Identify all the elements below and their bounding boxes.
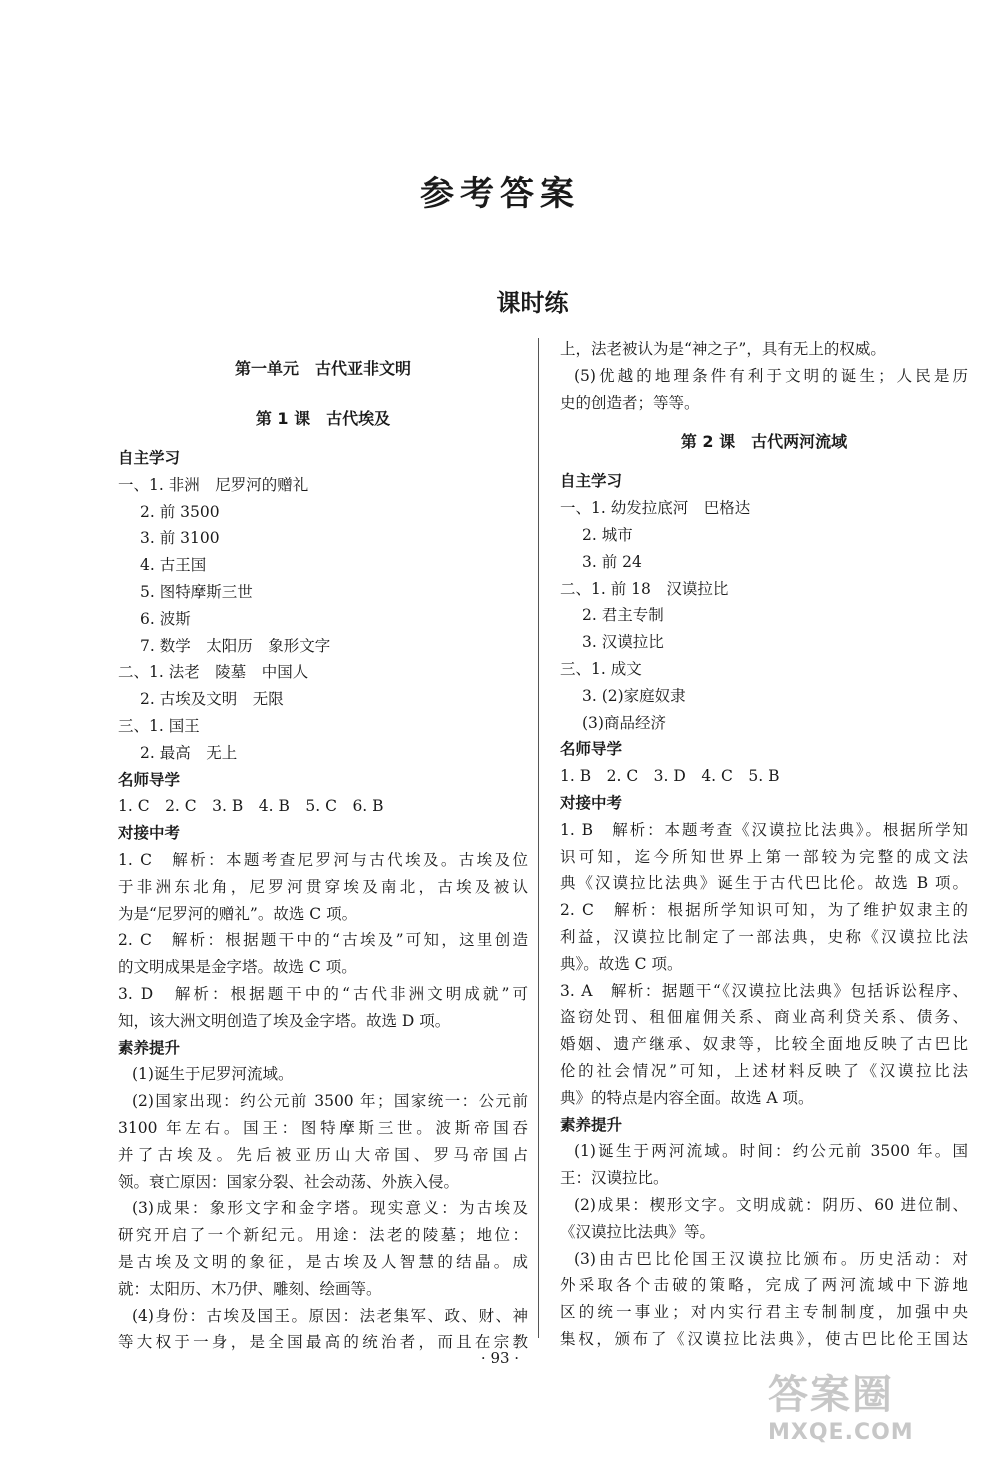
answer-line: 3. A 解析：据题干“《汉谟拉比法典》包括诉讼程序、 [560,981,968,1000]
answer-line: 典》的特点是内容全面。故选 A 项。 [560,1088,814,1107]
answer-line: 伦的社会情况”可知，上述材料反映了《汉谟拉比法 [560,1061,968,1080]
answer-line: 7. 数学 太阳历 象形文字 [140,636,331,655]
answer-line: 外采取各个击破的策略，完成了两河流域中下游地 [560,1276,968,1295]
lesson-heading: 第 2 课 古代两河流域 [680,432,848,452]
watermark-logo [768,1363,968,1443]
answer-line: 的文明成果是金字塔。故选 C 项。 [118,958,357,977]
answer-line: 典《汉谟拉比法典》诞生于古代巴比伦。故选 B 项。 [560,874,968,893]
section-label: 对接中考 [118,824,181,843]
answer-line: 2. 古埃及文明 无限 [140,690,284,709]
answer-line: 是古埃及文明的象征，是古埃及人智慧的结晶。成 [118,1252,528,1271]
answer-line: 2. 最高 无上 [140,743,238,762]
lesson-heading: 第 1 课 古代埃及 [255,409,391,428]
answer-line: 为是“尼罗河的赠礼”。故选 C 项。 [118,904,358,923]
answer-line: 一、1. 幼发拉底河 巴格达 [560,499,751,518]
left-column [118,349,528,1356]
answer-line: 3. D 解析：根据题干中的“古代非洲文明成就”可 [118,984,528,1003]
answer-line: 2. 城市 [582,525,633,544]
answer-line: (2)成果：楔形文字。文明成就：阴历、60 进位制、 [574,1195,968,1214]
answer-line: (1)诞生于尼罗河流域。 [132,1065,294,1084]
column-divider [538,338,539,1338]
answer-line: 领。衰亡原因：国家分裂、社会动荡、外族入侵。 [118,1172,460,1191]
answer-line: 等大权于一身，是全国最高的统治者，而且在宗教 [118,1333,528,1352]
answer-line: 2. 君主专制 [582,606,664,625]
answer-line: (3)商品经济 [582,713,666,732]
right-column [560,336,968,1353]
page-title: 参考答案 [420,174,580,214]
section-label: 名师导学 [560,740,623,759]
answer-line: 史的创造者；等等。 [560,393,700,412]
answer-line: 典》。故选 C 项。 [560,954,683,973]
answer-line: 《汉谟拉比法典》等。 [560,1222,716,1241]
answer-line: (4)身份：古埃及国王。原因：法老集军、政、财、神 [132,1306,528,1325]
answer-line: 一、1. 非洲 尼罗河的赠礼 [118,475,309,494]
section-label: 素养提升 [118,1038,181,1057]
answer-line: 于非洲东北角，尼罗河贯穿埃及南北，古埃及被认 [118,877,528,896]
answer-line: 3. 前 3100 [140,529,220,548]
section-label: 自主学习 [118,449,181,467]
answer-line: 1. B 2. C 3. D 4. C 5. B [560,767,780,786]
answer-line: 并了古埃及。先后被亚历山大帝国、罗马帝国占 [118,1145,528,1164]
answer-line: 3. 前 24 [582,552,642,571]
answer-line: (2)国家出现：约公元前 3500 年；国家统一：公元前 [132,1092,528,1111]
answer-line: 婚姻、遗产继承、奴隶等，比较全面地反映了古巴比 [560,1035,968,1054]
answer-line: 6. 波斯 [140,609,191,628]
answer-line: 集权，颁布了《汉谟拉比法典》，使古巴比伦王国达 [560,1329,968,1348]
answer-line: 盗窃处罚、租佃雇佣关系、商业高利贷关系、债务、 [560,1008,968,1027]
answer-line: 三、1. 成文 [560,659,642,678]
answer-line: 5. 图特摩斯三世 [140,582,253,601]
answer-line: 知，该大洲文明创造了埃及金字塔。故选 D 项。 [118,1011,451,1030]
answer-line: (3)由古巴比伦国王汉谟拉比颁布。历史活动：对 [574,1249,968,1268]
answer-line: 就：太阳历、木乃伊、雕刻、绘画等。 [118,1279,382,1298]
section-label: 素养提升 [560,1115,623,1134]
watermark-url: MXQE.COM [768,1420,914,1445]
answer-line: 3. 汉谟拉比 [582,633,664,652]
answer-line: 研究开启了一个新纪元。用途：法老的陵墓；地位： [118,1226,528,1245]
watermark-text: 答案圈 [768,1372,894,1418]
answer-line: 1. B 解析：本题考查《汉谟拉比法典》。根据所学知 [560,820,968,839]
answer-line: 1. C 解析：本题考查尼罗河与古代埃及。古埃及位 [118,850,528,869]
answer-line: 3. (2)家庭奴隶 [582,686,686,705]
section-label: 自主学习 [560,472,623,491]
answer-line: (3)成果：象形文字和金字塔。现实意义：为古埃及 [132,1199,528,1218]
answer-line: 区的统一事业；对内实行君主专制制度，加强中央 [560,1303,968,1322]
answer-line: (5)优越的地理条件有利于文明的诞生；人民是历 [574,366,968,385]
answer-line: 2. 前 3500 [140,502,220,521]
section-label: 对接中考 [560,793,623,812]
answer-line: 利益，汉谟拉比制定了一部法典，史称《汉谟拉比法 [560,927,968,946]
answer-line: 3100 年左右。国王：图特摩斯三世。波斯帝国吞 [118,1118,528,1137]
unit-heading: 第一单元 古代亚非文明 [234,359,411,378]
answer-line: 三、1. 国王 [118,716,200,735]
section-title: 课时练 [496,289,569,317]
answer-line: (1)诞生于两河流域。时间：约公元前 3500 年。国 [574,1142,968,1161]
answer-line: 识可知，迄今所知世界上第一部较为完整的成文法 [560,847,968,866]
answer-line: 2. C 解析：根据所学知识可知，为了维护奴隶主的 [560,901,968,920]
answer-line: 上，法老被认为是“神之子”，具有无上的权威。 [560,340,886,358]
answer-line: 二、1. 前 18 汉谟拉比 [560,579,729,598]
section-label: 名师导学 [118,770,181,789]
answer-line: 4. 古王国 [140,556,207,575]
answer-line: 1. C 2. C 3. B 4. B 5. C 6. B [118,797,384,816]
answer-line: 2. C 解析：根据题干中的“古埃及”可知，这里创造 [118,931,528,950]
answer-line: 二、1. 法老 陵墓 中国人 [118,663,309,682]
answer-line: 王：汉谟拉比。 [560,1169,669,1188]
page-number: · 93 · [480,1349,520,1367]
